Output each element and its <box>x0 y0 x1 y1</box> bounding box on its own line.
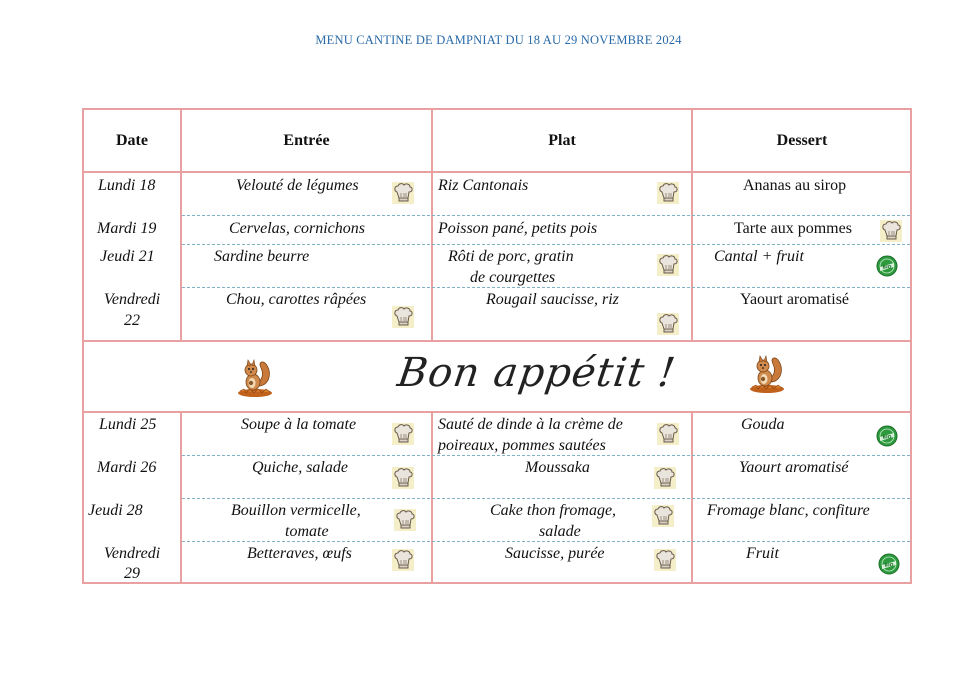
row-plat: Saucisse, purée <box>505 545 605 562</box>
squirrel-icon <box>748 352 786 394</box>
row-plat-line1: Rôti de porc, gratin <box>448 248 574 265</box>
chef-hat-icon <box>392 423 414 445</box>
chef-hat-icon <box>392 467 414 489</box>
header-plat: Plat <box>548 132 576 149</box>
row-date-line1: Vendredi <box>103 291 161 308</box>
row-entree-line1: Bouillon vermicelle, <box>231 502 361 519</box>
row-date-line2: 22 <box>124 312 140 329</box>
row-entree: Quiche, salade <box>252 459 348 476</box>
row-dessert: Gouda <box>741 416 785 433</box>
row-entree: Cervelas, cornichons <box>229 220 365 237</box>
bio-label-icon <box>878 553 900 575</box>
row-dessert: Yaourt aromatisé <box>739 459 849 476</box>
row-plat: Poisson pané, petits pois <box>438 220 598 237</box>
row-divider <box>182 244 910 245</box>
row-date-line2: 29 <box>124 565 140 582</box>
row-plat: Moussaka <box>525 459 590 476</box>
squirrel-icon <box>236 356 274 398</box>
row-divider <box>182 215 910 216</box>
chef-hat-icon <box>657 423 679 445</box>
row-entree: Soupe à la tomate <box>241 416 357 433</box>
chef-hat-icon <box>392 549 414 571</box>
row-plat: Rougail saucisse, riz <box>486 291 619 308</box>
header-dessert: Dessert <box>776 132 828 149</box>
chef-hat-icon <box>652 505 674 527</box>
row-date: Lundi 25 <box>99 416 157 433</box>
row-dessert: Yaourt aromatisé <box>740 291 850 308</box>
row-dessert: Tarte aux pommes <box>734 220 852 237</box>
header-divider <box>82 171 912 173</box>
row-plat: Riz Cantonais <box>438 177 529 194</box>
header-entree: Entrée <box>283 132 330 149</box>
row-dessert: Fromage blanc, confiture <box>707 502 870 519</box>
page-title: MENU CANTINE DE DAMPNIAT DU 18 AU 29 NOVEMBRE 2024 <box>315 33 682 47</box>
banner-text: Bon appétit ! <box>394 350 679 396</box>
section-divider <box>82 340 912 342</box>
row-entree-line2: tomate <box>285 523 329 540</box>
row-entree: Betteraves, œufs <box>247 545 352 562</box>
row-entree: Chou, carottes râpées <box>226 291 367 308</box>
chef-hat-icon <box>657 254 679 276</box>
chef-hat-icon <box>654 467 676 489</box>
row-plat-line1: Sauté de dinde à la crème de <box>438 416 623 433</box>
row-dessert: Fruit <box>746 545 779 562</box>
row-entree: Velouté de légumes <box>236 177 359 194</box>
row-plat-line2: poireaux, pommes sautées <box>438 437 606 454</box>
row-divider <box>182 498 910 499</box>
chef-hat-icon <box>394 509 416 531</box>
row-date: Jeudi 28 <box>88 502 143 519</box>
row-entree: Sardine beurre <box>214 248 310 265</box>
row-dessert: Cantal + fruit <box>714 248 804 265</box>
row-date: Jeudi 21 <box>100 248 155 265</box>
bio-label-icon <box>876 255 898 277</box>
chef-hat-icon <box>657 313 679 335</box>
row-date: Mardi 26 <box>97 459 157 476</box>
chef-hat-icon <box>392 306 414 328</box>
row-dessert: Ananas au sirop <box>743 177 847 194</box>
chef-hat-icon <box>392 182 414 204</box>
row-date-line1: Vendredi <box>103 545 161 562</box>
row-plat-line2: salade <box>539 523 581 540</box>
chef-hat-icon <box>657 182 679 204</box>
bio-label-icon <box>876 425 898 447</box>
header-date: Date <box>116 132 148 149</box>
section-divider <box>82 411 912 413</box>
chef-hat-icon <box>654 549 676 571</box>
chef-hat-icon <box>880 220 902 242</box>
row-date: Mardi 19 <box>97 220 157 237</box>
row-plat-line1: Cake thon fromage, <box>490 502 617 519</box>
row-plat-line2: de courgettes <box>470 269 556 286</box>
row-date: Lundi 18 <box>98 177 156 194</box>
